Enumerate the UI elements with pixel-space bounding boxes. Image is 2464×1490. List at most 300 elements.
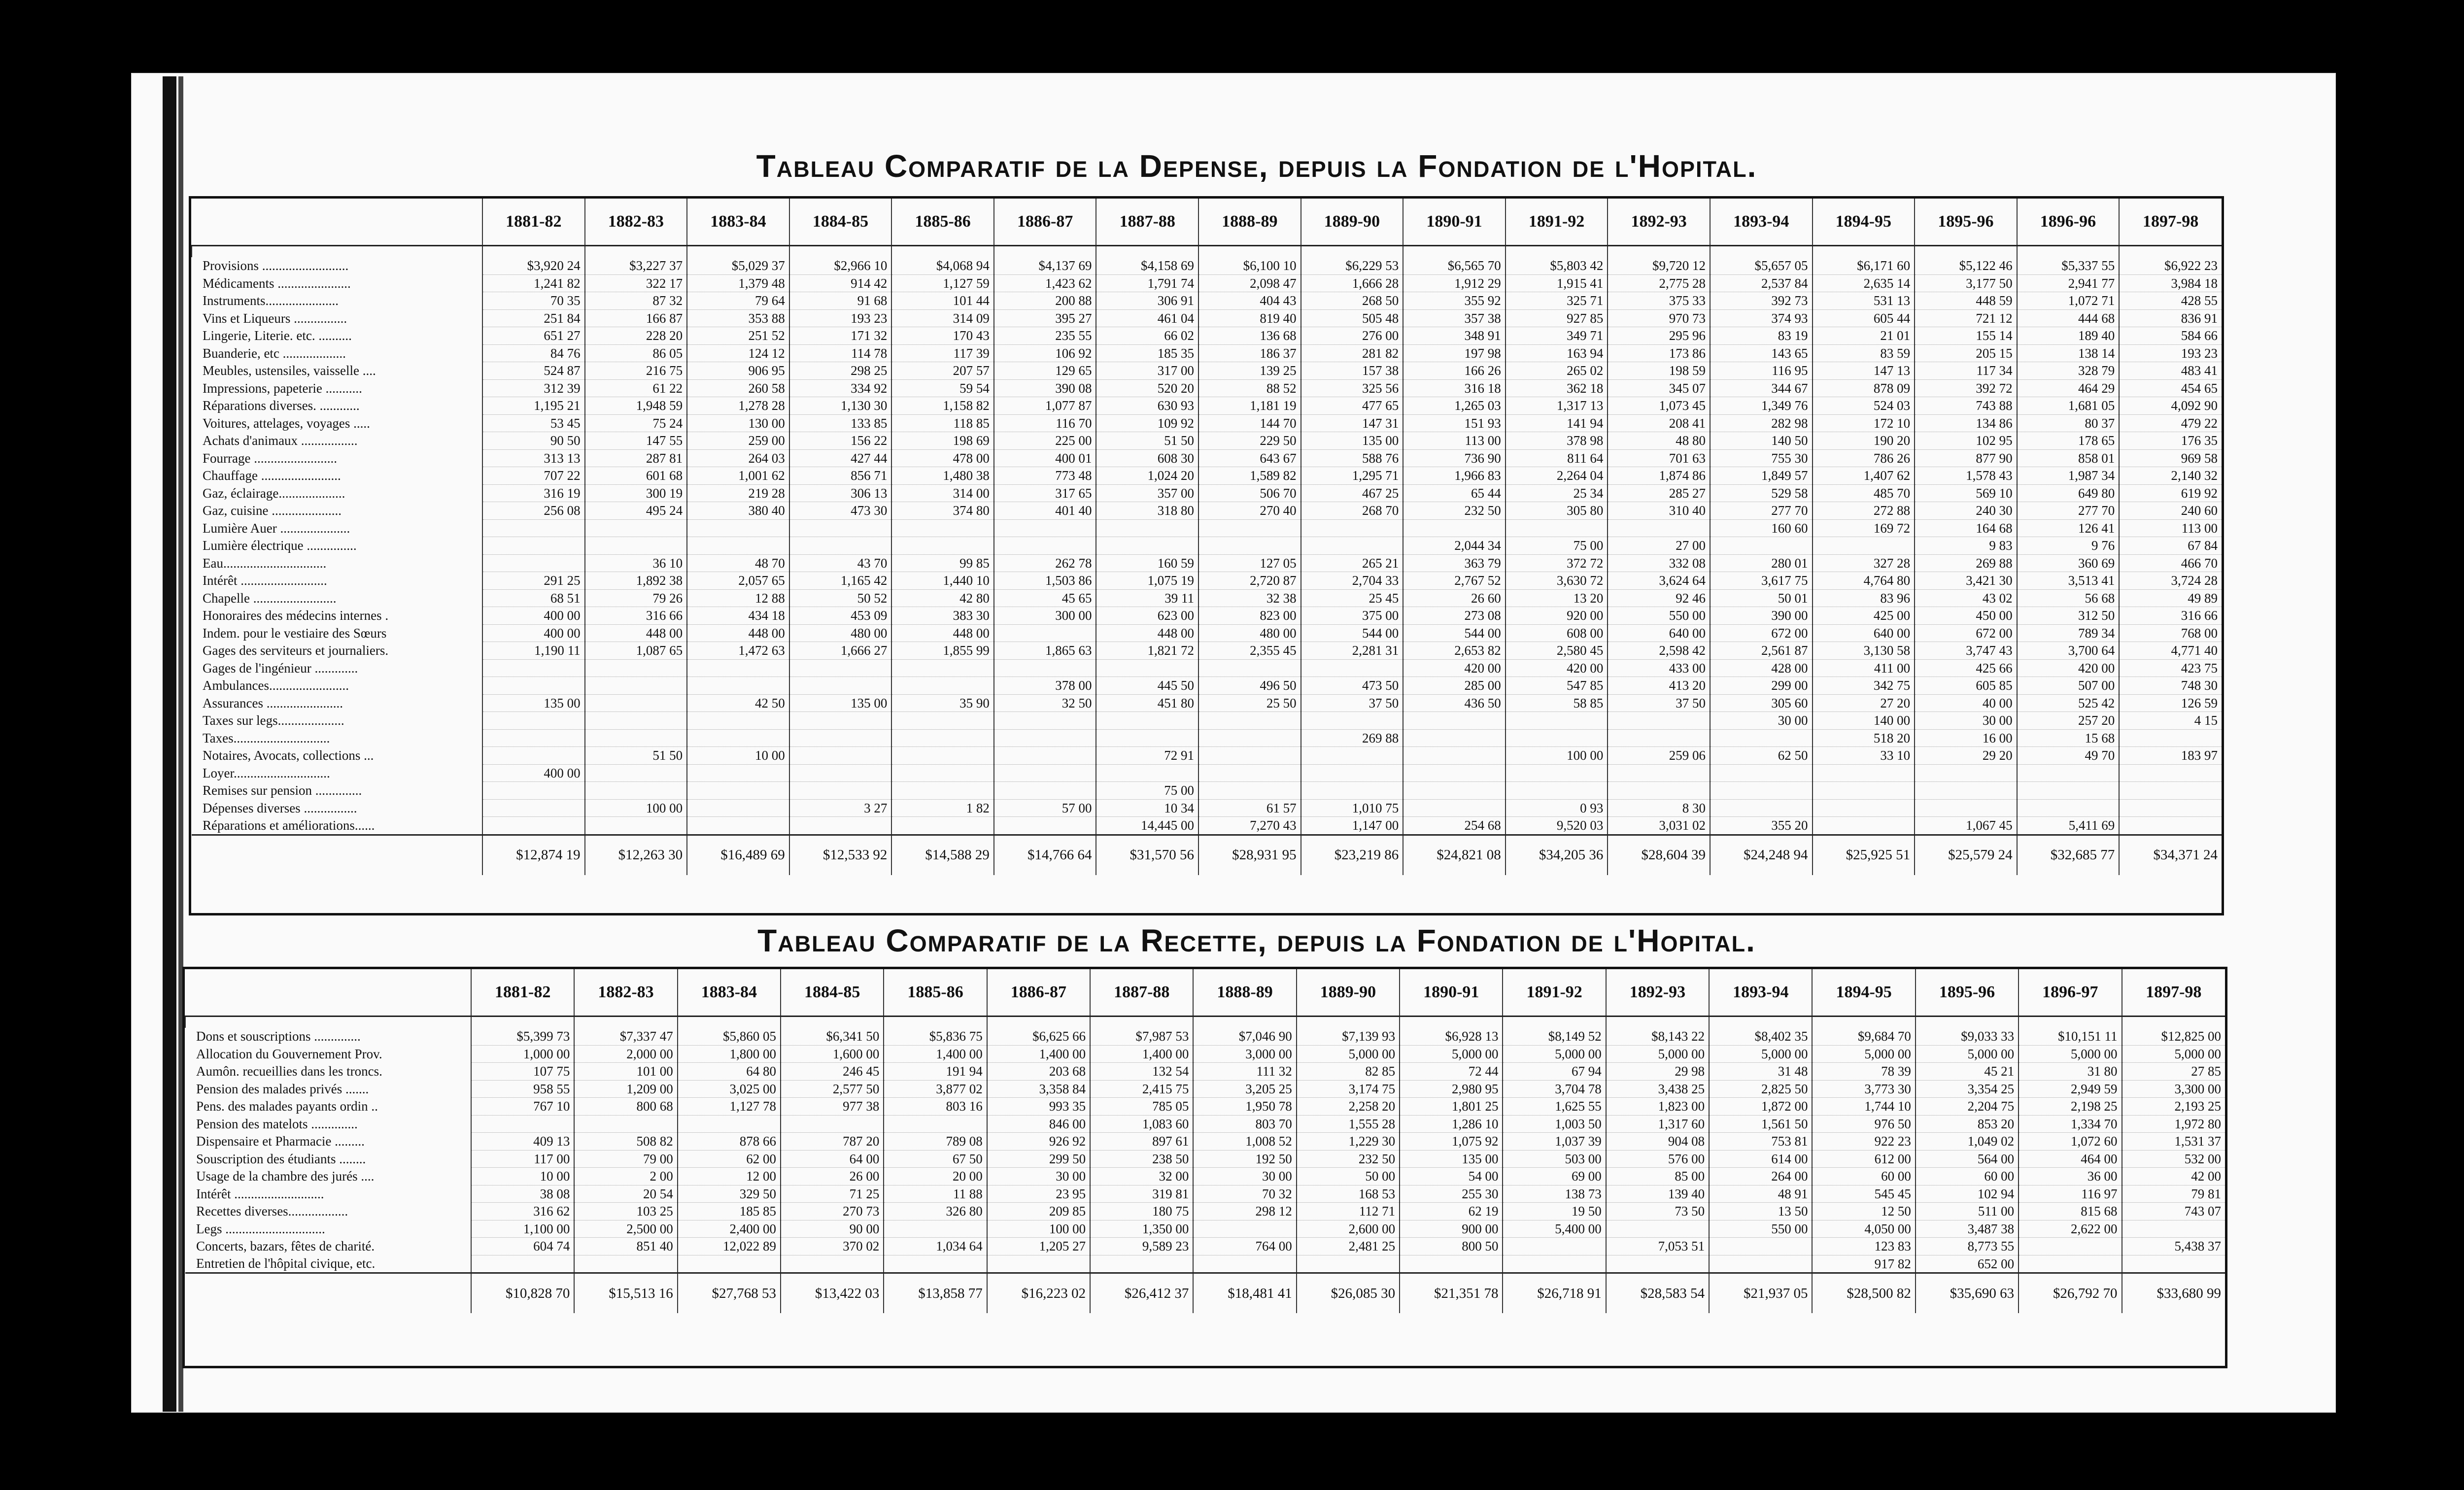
value-cell [2019,1238,2122,1255]
value-cell: 914 42 [789,274,892,292]
table-row [192,327,2222,345]
value-cell: 48 91 [1709,1185,1812,1203]
value-cell: 269 88 [1915,554,2017,572]
value-cell: 48 80 [1608,432,1710,450]
value-cell: $5,122 46 [1915,257,2017,274]
value-cell [789,519,892,537]
value-cell: 461 04 [1096,309,1198,327]
value-cell: 265 02 [1506,362,1608,380]
value-cell: $5,029 37 [687,257,789,274]
value-cell: $2,966 10 [789,257,892,274]
value-cell: 1,855 99 [891,642,994,660]
total-cell: $35,690 63 [1916,1273,2019,1314]
value-cell [891,519,994,537]
value-cell [1301,712,1403,730]
value-cell: 897 61 [1090,1133,1193,1151]
value-cell [994,624,1096,642]
spacer-cell [1400,1016,1503,1028]
recette-table [182,967,2227,1368]
value-cell: 300 00 [994,607,1096,625]
spacer-cell [789,246,892,258]
value-cell: 219 28 [687,484,789,502]
value-cell: 524 87 [482,362,585,380]
value-cell: 313 13 [482,449,585,467]
value-cell: 273 08 [1403,607,1506,625]
value-cell: 900 00 [1400,1220,1503,1238]
spacer-cell [994,246,1096,258]
value-cell: 256 08 [482,502,585,520]
value-cell: 134 86 [1915,414,2017,432]
value-cell: 246 45 [781,1063,884,1081]
table-row [185,1168,2225,1185]
spacer-cell [1506,246,1608,258]
value-cell [471,1115,574,1133]
value-cell: 193 23 [789,309,892,327]
value-cell: 736 90 [1403,449,1506,467]
row-label: Buanderie, etc ................... [203,345,346,361]
value-cell: 4,764 80 [1813,572,1915,590]
value-cell: 31 80 [2019,1063,2122,1081]
value-cell: 404 43 [1198,292,1301,310]
total-cell: $12,263 30 [585,835,687,875]
value-cell [789,712,892,730]
value-cell: 823 00 [1198,607,1301,625]
value-cell: 400 00 [482,607,585,625]
value-cell: 305 80 [1506,502,1608,520]
year-header: 1895-96 [1916,969,2019,1016]
value-cell: 357 38 [1403,309,1506,327]
spacer-cell [1503,1016,1606,1028]
value-cell: 314 09 [891,309,994,327]
value-cell [994,747,1096,765]
value-cell [687,764,789,782]
value-cell: 619 92 [2119,484,2222,502]
spacer-cell [1606,1016,1709,1028]
value-cell: 2,580 45 [1506,642,1608,660]
value-cell: 743 07 [2122,1203,2225,1220]
value-cell: 2,537 84 [1710,274,1813,292]
value-cell: 113 00 [1403,432,1506,450]
value-cell: 1,241 82 [482,274,585,292]
value-cell: 2,622 00 [2019,1220,2122,1238]
value-cell: 5,438 37 [2122,1238,2225,1255]
value-cell: 2,561 87 [1710,642,1813,660]
value-cell: 43 70 [789,554,892,572]
value-cell: 60 00 [1916,1168,2019,1185]
spacer-cell [1608,246,1710,258]
value-cell: 135 00 [1301,432,1403,450]
value-cell: 13 50 [1709,1203,1812,1220]
value-cell: 306 13 [789,484,892,502]
spacer-cell [891,246,994,258]
value-cell: 9 76 [2017,537,2120,555]
table-row [192,624,2222,642]
total-cell: $12,874 19 [482,835,585,875]
value-cell: 764 00 [1193,1238,1296,1255]
value-cell: 316 66 [2119,607,2222,625]
value-cell [1096,519,1198,537]
spacer-cell [1813,246,1915,258]
value-cell: 318 80 [1096,502,1198,520]
value-cell: 1,849 57 [1710,467,1813,485]
value-cell: 3,130 58 [1813,642,1915,660]
value-cell: $3,920 24 [482,257,585,274]
value-cell [1503,1238,1606,1255]
spacer-cell [192,246,482,258]
value-cell: 12 88 [687,589,789,607]
value-cell: 56 68 [2017,589,2120,607]
value-cell: 1,948 59 [585,397,687,415]
value-cell: 448 00 [891,624,994,642]
value-cell: 3,617 75 [1710,572,1813,590]
value-cell: $9,033 33 [1916,1028,2019,1045]
value-cell: 73 50 [1606,1203,1709,1220]
value-cell: 203 68 [987,1063,1090,1081]
value-cell: 19 50 [1503,1203,1606,1220]
year-header: 1894-95 [1813,199,1915,246]
value-cell: 5,000 00 [2019,1045,2122,1063]
value-cell: 32 00 [1090,1168,1193,1185]
value-cell: 251 84 [482,309,585,327]
total-cell: $26,085 30 [1297,1273,1400,1314]
value-cell: 75 00 [1096,782,1198,800]
value-cell: 99 85 [891,554,994,572]
value-cell: $6,171 60 [1813,257,1915,274]
value-cell: 701 63 [1608,449,1710,467]
value-cell: $3,227 37 [585,257,687,274]
year-header: 1885-86 [884,969,987,1016]
value-cell [1090,1255,1193,1273]
value-cell: 12 00 [678,1168,781,1185]
value-cell: 16 00 [1915,729,2017,747]
value-cell: 75 24 [585,414,687,432]
value-cell: 171 32 [789,327,892,345]
value-cell: 5,000 00 [1812,1045,1915,1063]
value-cell: 317 00 [1096,362,1198,380]
value-cell: 640 00 [1608,624,1710,642]
value-cell: 2,825 50 [1709,1080,1812,1098]
value-cell: 160 60 [1710,519,1813,537]
value-cell: 464 00 [2019,1150,2122,1168]
value-cell: 57 00 [994,799,1096,817]
value-cell: 464 29 [2017,379,2120,397]
table-row [192,432,2222,450]
value-cell: 164 68 [1915,519,2017,537]
value-cell [994,782,1096,800]
value-cell: 355 20 [1710,817,1813,835]
value-cell: 904 08 [1606,1133,1709,1151]
value-cell [1710,799,1813,817]
value-cell: 101 00 [574,1063,677,1081]
value-cell: 5,000 00 [2122,1045,2225,1063]
row-label: Dispensaire et Pharmacie ......... [196,1134,365,1149]
value-cell: 836 91 [2119,309,2222,327]
value-cell: 856 71 [789,467,892,485]
value-cell [482,659,585,677]
year-header: 1881-82 [471,969,574,1016]
table-row [192,677,2222,695]
value-cell: 2,720 87 [1198,572,1301,590]
total-cell: $26,412 37 [1090,1273,1193,1314]
value-cell: 1,600 00 [781,1045,884,1063]
value-cell: $5,657 05 [1710,257,1813,274]
value-cell: 1,503 86 [994,572,1096,590]
year-header: 1882-83 [574,969,677,1016]
value-cell [585,729,687,747]
total-cell: $24,821 08 [1403,835,1506,875]
value-cell [994,764,1096,782]
value-cell [585,817,687,835]
value-cell: 80 37 [2017,414,2120,432]
value-cell: 3,174 75 [1297,1080,1400,1098]
value-cell: 30 00 [1193,1168,1296,1185]
value-cell: 1,265 03 [1403,397,1506,415]
value-cell: 877 90 [1915,449,2017,467]
value-cell: 112 71 [1297,1203,1400,1220]
value-cell [1297,1255,1400,1273]
value-cell: 630 93 [1096,397,1198,415]
value-cell: 10 34 [1096,799,1198,817]
value-cell: 375 00 [1301,607,1403,625]
value-cell: 72 44 [1400,1063,1503,1081]
value-cell: 5,000 00 [1606,1045,1709,1063]
value-cell: 259 06 [1608,747,1710,765]
value-cell: 529 58 [1710,484,1813,502]
value-cell: 281 82 [1301,344,1403,362]
value-cell: 312 50 [2017,607,2120,625]
value-cell: 25 34 [1506,484,1608,502]
value-cell [1301,764,1403,782]
value-cell: 1,100 00 [471,1220,574,1238]
value-cell: 485 70 [1813,484,1915,502]
value-cell: 50 01 [1710,589,1813,607]
value-cell: 453 09 [789,607,892,625]
value-cell [891,537,994,555]
value-cell: 326 80 [884,1203,987,1220]
value-cell [884,1115,987,1133]
value-cell: 172 10 [1813,414,1915,432]
total-cell: $27,768 53 [678,1273,781,1314]
value-cell: 672 00 [1915,624,2017,642]
value-cell: 993 35 [987,1098,1090,1116]
value-cell: 88 52 [1198,379,1301,397]
value-cell: 7,053 51 [1606,1238,1709,1255]
table-row [192,799,2222,817]
value-cell: 755 30 [1710,449,1813,467]
value-cell: 117 00 [471,1150,574,1168]
value-cell: 400 00 [482,624,585,642]
value-cell [482,712,585,730]
value-cell: 25 45 [1301,589,1403,607]
value-cell: 27 85 [2122,1063,2225,1081]
value-cell: 601 68 [585,467,687,485]
row-label: Indem. pour le vestiaire des Sœurs [203,625,387,641]
total-cell: $31,570 56 [1096,835,1198,875]
value-cell: 420 00 [2017,659,2120,677]
value-cell: 205 15 [1915,344,2017,362]
value-cell: 3,025 00 [678,1080,781,1098]
value-cell [1608,519,1710,537]
value-cell: 316 18 [1403,379,1506,397]
value-cell: 38 08 [471,1185,574,1203]
total-cell: $32,685 77 [2017,835,2120,875]
value-cell: 1,666 28 [1301,274,1403,292]
value-cell [482,729,585,747]
value-cell: 789 08 [884,1133,987,1151]
value-cell: 2,598 42 [1608,642,1710,660]
value-cell [781,1115,884,1133]
value-cell: 157 38 [1301,362,1403,380]
value-cell: 312 39 [482,379,585,397]
value-cell: 189 40 [2017,327,2120,345]
value-cell: 58 85 [1506,694,1608,712]
table-row [192,712,2222,730]
value-cell: 1,972 80 [2122,1115,2225,1133]
year-header: 1887-88 [1096,199,1198,246]
total-cell: $25,579 24 [1915,835,2017,875]
value-cell: 51 50 [585,747,687,765]
row-label: Legs .............................. [196,1221,325,1236]
value-cell: 977 38 [781,1098,884,1116]
total-cell: $21,351 78 [1400,1273,1503,1314]
row-label: Voitures, attelages, voyages ..... [203,415,370,431]
value-cell: 451 80 [1096,694,1198,712]
total-cell: $15,513 16 [574,1273,677,1314]
value-cell: 2,098 47 [1198,274,1301,292]
value-cell: 1,400 00 [1090,1045,1193,1063]
value-cell: 505 48 [1301,309,1403,327]
table-row [192,572,2222,590]
table-row [192,362,2222,380]
value-cell: 27 20 [1813,694,1915,712]
value-cell: 1,317 60 [1606,1115,1709,1133]
value-cell: 564 00 [1916,1150,2019,1168]
value-cell [585,519,687,537]
value-cell: 1,801 25 [1400,1098,1503,1116]
value-cell [585,694,687,712]
value-cell [1403,782,1506,800]
value-cell: 69 00 [1503,1168,1606,1185]
value-cell: 280 01 [1710,554,1813,572]
value-cell: 496 50 [1198,677,1301,695]
value-cell: 67 84 [2119,537,2222,555]
value-cell: 433 00 [1608,659,1710,677]
value-cell: 576 00 [1606,1150,1709,1168]
row-label: Lumière électrique ............... [203,538,357,553]
value-cell: 15 68 [2017,729,2120,747]
row-label: Réparations diverses. ............ [203,398,360,413]
value-cell: 878 09 [1813,379,1915,397]
value-cell: 3,984 18 [2119,274,2222,292]
year-header: 1895-96 [1915,199,2017,246]
value-cell: $6,341 50 [781,1028,884,1045]
row-label: Médicaments ...................... [203,275,351,291]
value-cell: 721 12 [1915,309,2017,327]
value-cell: 649 80 [2017,484,2120,502]
table-row [192,782,2222,800]
value-cell: 1,892 38 [585,572,687,590]
value-cell: 113 00 [2119,519,2222,537]
value-cell: 36 00 [2019,1168,2122,1185]
value-cell: 7,270 43 [1198,817,1301,835]
value-cell: 90 50 [482,432,585,450]
value-cell: 355 92 [1403,292,1506,310]
value-cell: 2,281 31 [1301,642,1403,660]
spacer-cell [185,1016,471,1028]
value-cell: 375 33 [1608,292,1710,310]
value-cell: 1,950 78 [1193,1098,1296,1116]
value-cell: 276 00 [1301,327,1403,345]
value-cell [1193,1255,1296,1273]
value-cell: 59 54 [891,379,994,397]
total-cell: $28,604 39 [1608,835,1710,875]
value-cell [574,1115,677,1133]
value-cell: 160 59 [1096,554,1198,572]
value-cell: 229 50 [1198,432,1301,450]
value-cell: 1,317 13 [1506,397,1608,415]
value-cell: 344 67 [1710,379,1813,397]
value-cell [1813,782,1915,800]
value-cell [994,659,1096,677]
value-cell: 920 00 [1506,607,1608,625]
value-cell: 652 00 [1916,1255,2019,1273]
value-cell [482,817,585,835]
value-cell: 10 00 [471,1168,574,1185]
value-cell: 789 34 [2017,624,2120,642]
value-cell: 200 88 [994,292,1096,310]
value-cell [471,1255,574,1273]
row-label: Recettes diverses.................. [196,1204,348,1219]
value-cell: 14,445 00 [1096,817,1198,835]
value-cell: 259 00 [687,432,789,450]
value-cell: 851 40 [574,1238,677,1255]
value-cell: 1,379 48 [687,274,789,292]
value-cell: 30 00 [1915,712,2017,730]
value-cell [891,712,994,730]
value-cell: 1,589 82 [1198,467,1301,485]
value-cell: 118 85 [891,414,994,432]
spacer-cell [1301,246,1403,258]
value-cell: 3,487 38 [1916,1220,2019,1238]
value-cell: 156 22 [789,432,892,450]
value-cell: 1,127 78 [678,1098,781,1116]
value-cell: 173 86 [1608,344,1710,362]
value-cell [1506,712,1608,730]
value-cell: 958 55 [471,1080,574,1098]
value-cell: 1,147 00 [1301,817,1403,835]
value-cell: 374 80 [891,502,994,520]
value-cell [987,1255,1090,1273]
value-cell: 800 68 [574,1098,677,1116]
value-cell: $8,402 35 [1709,1028,1812,1045]
value-cell [884,1255,987,1273]
value-cell [1301,659,1403,677]
total-cell: $18,481 41 [1193,1273,1296,1314]
value-cell: 2,057 65 [687,572,789,590]
value-cell: 401 40 [994,502,1096,520]
spacer-cell [585,246,687,258]
year-header: 1887-88 [1090,969,1193,1016]
row-label: Concerts, bazars, fêtes de charité. [196,1239,375,1253]
value-cell: 906 95 [687,362,789,380]
value-cell [891,782,994,800]
value-cell: 448 59 [1915,292,2017,310]
value-cell: 360 69 [2017,554,2120,572]
value-cell: 454 65 [2119,379,2222,397]
value-cell: 3,354 25 [1916,1080,2019,1098]
value-cell: 238 50 [1090,1150,1193,1168]
depense-title: Tableau Comparatif de la Depense, depuis la Fondation de l'Hopital. [756,148,1757,184]
